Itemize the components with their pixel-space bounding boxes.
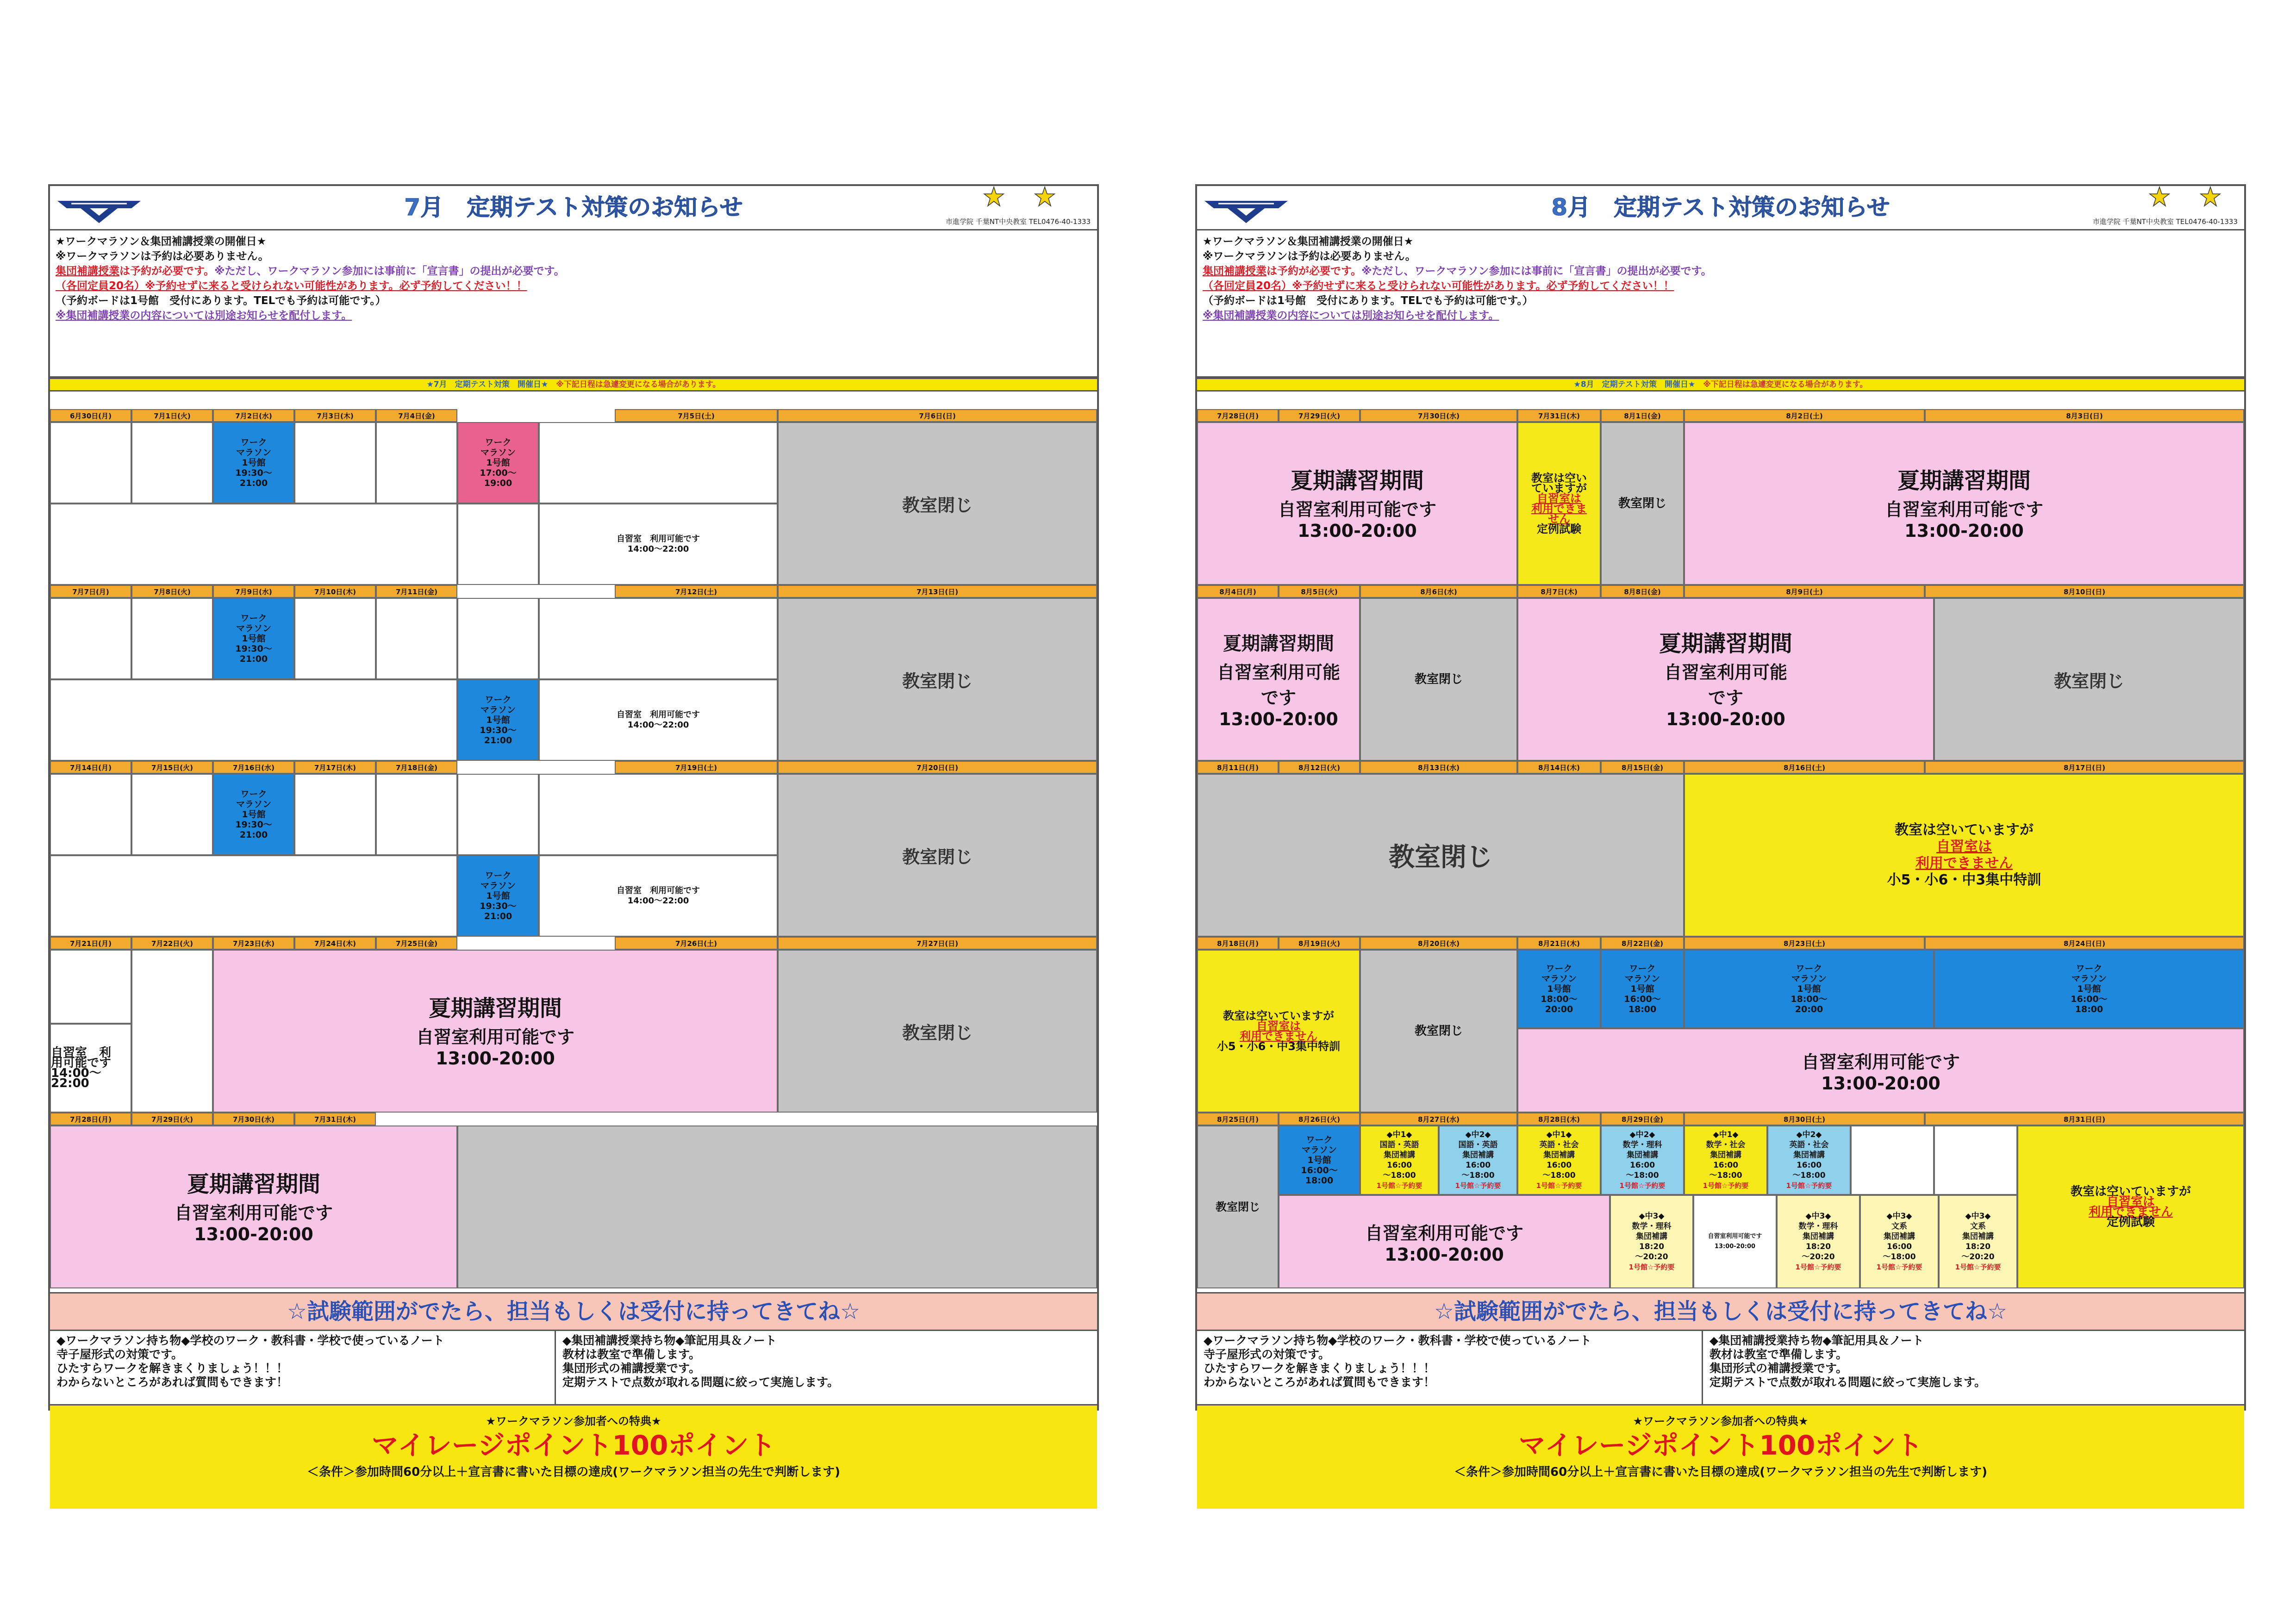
- calendar-cell: [50, 422, 131, 504]
- cell-text: 1号館☆予約要: [1455, 1181, 1501, 1190]
- calendar-cell: [131, 774, 213, 855]
- cell-text: 自習室利用可能です: [1278, 499, 1436, 520]
- cell-text: ワーク マラソン 1号館 18:00～ 20:00: [1791, 964, 1828, 1014]
- cell-text: 1号館☆予約要: [1786, 1181, 1832, 1190]
- cell-text: 自習室 利 用可能です 14:00～ 22:00: [51, 1046, 112, 1090]
- mileage-condition: ＜条件＞参加時間60分以上＋宣言書に書いた目標の達成(ワークマラソン担当の先生で判断します): [307, 1465, 840, 1479]
- date-header: 8月20日(水): [1360, 937, 1517, 950]
- date-header: 8月5日(火): [1279, 585, 1360, 598]
- date-header: 8月7日(木): [1517, 585, 1601, 598]
- calendar-cell: [376, 598, 457, 679]
- workmarathon-slot: [1684, 950, 1934, 1028]
- calendar-cell: [457, 774, 539, 855]
- cell-text: 1号館☆予約要: [1955, 1263, 2001, 1271]
- intro-line: ★ワークマラソン＆集団補講授業の開催日★: [1203, 236, 1414, 248]
- cell-text: ワーク マラソン 1号館 19:30～ 21:00: [235, 437, 272, 488]
- date-header: 7月29日(火): [131, 1113, 213, 1126]
- cell-text: ◆中2◆ 数学・理科 集団補講 16:00 ～18:00: [1622, 1130, 1662, 1180]
- date-header: 8月2日(土): [1684, 409, 1925, 422]
- cell-text: ◆中3◆ 数学・理科 集団補講 18:20 ～20:20: [1798, 1212, 1838, 1262]
- july-calendar: [50, 409, 1097, 1292]
- study-room-note: [1693, 1195, 1777, 1288]
- cell-text: 自習室利用可能です 13:00-20:00: [1708, 1233, 1762, 1250]
- cell-text: 教室は空い ていますが: [1531, 472, 1587, 495]
- closed-cell: [778, 598, 1097, 761]
- notice-title: ★7月 定期テスト対策 開催日★: [426, 380, 549, 389]
- date-header: 7月1日(火): [131, 409, 213, 422]
- date-header: 8月10日(日): [1925, 585, 2244, 598]
- date-header: 7月31日(木): [1517, 409, 1601, 422]
- date-header: 8月22日(金): [1601, 937, 1684, 950]
- intro-emph: 集団補講授業: [1203, 265, 1267, 277]
- date-header: 7月22日(火): [131, 937, 213, 950]
- cell-text: 教室閉じ: [902, 495, 973, 516]
- date-header: 8月25日(月): [1197, 1113, 1279, 1126]
- calendar-cell: [50, 598, 131, 679]
- group-lesson-belongings: ◆集団補講授業持ち物◆筆記用具＆ノート 教材は教室で準備します。 集団形式の補講授業です。 定期テストで点数が取れる問題に絞って実施します。: [1702, 1331, 2244, 1404]
- page-title: 8月 定期テスト対策のお知らせ: [1551, 194, 1890, 221]
- cell-text: ◆中1◆ 国語・英語 集団補講 16:00 ～18:00: [1379, 1130, 1419, 1180]
- cell-text: 自習室利用可能です: [1884, 499, 2043, 520]
- date-header: 7月11日(金): [376, 585, 457, 598]
- cell-text: ◆中2◆ 英語・社会 集団補講 16:00 ～18:00: [1789, 1130, 1829, 1180]
- closed-cell: [1360, 950, 1517, 1113]
- date-header: 8月21日(木): [1517, 937, 1601, 950]
- mileage-banner: [50, 1404, 1097, 1509]
- calendar-cell: [131, 950, 213, 1113]
- group-lesson-slot: [1517, 1126, 1601, 1195]
- workmarathon-slot: [213, 422, 294, 504]
- cell-text: 1号館☆予約要: [1628, 1263, 1675, 1271]
- date-header: 8月31日(日): [1925, 1113, 2244, 1126]
- date-header: 7月21日(月): [50, 937, 131, 950]
- workmarathon-slot: [457, 855, 539, 937]
- cell-text: ワーク マラソン 1号館 19:30～ 21:00: [235, 613, 272, 664]
- cell-text: 自習室は 利用できません: [1240, 1020, 1317, 1043]
- cell-text: 1号館☆予約要: [1376, 1181, 1423, 1190]
- cell-text: ◆中3◆ 文系 集団補講 18:20 ～20:20: [1961, 1212, 1995, 1262]
- cell-text: ◆中1◆ 数学・社会 集団補講 16:00 ～18:00: [1706, 1130, 1746, 1180]
- notice-note: ※下記日程は急遽変更になる場合があります。: [1703, 380, 1868, 389]
- intro-line: （各回定員20名）※予約せずに来ると受けられない可能性があります。必ず予約してください！！: [1203, 280, 1674, 292]
- date-header: 7月23日(水): [213, 937, 294, 950]
- cell-text: ◆中3◆ 文系 集団補講 16:00 ～18:00: [1883, 1212, 1916, 1262]
- calendar-cell: [131, 598, 213, 679]
- mileage-banner: [1197, 1404, 2244, 1509]
- cell-text: 1号館☆予約要: [1876, 1263, 1922, 1271]
- date-header: 7月15日(火): [131, 761, 213, 774]
- intro-line: [1203, 264, 2239, 279]
- room-notice-cell: [1517, 422, 1601, 585]
- date-header: 8月26日(火): [1279, 1113, 1360, 1126]
- date-header: 6月30日(月): [50, 409, 131, 422]
- summer-course-cell: [1517, 1028, 2244, 1113]
- summer-course-cell: [1197, 598, 1360, 761]
- intro-line: ※ワークマラソンは予約は必要ありません。: [1203, 250, 1416, 262]
- header: [1197, 186, 2244, 230]
- date-header: 7月16日(水): [213, 761, 294, 774]
- cell-text: 自習室利用可能 です: [1664, 662, 1787, 708]
- group-lesson-slot: [1684, 1126, 1767, 1195]
- study-room-note: [50, 1024, 131, 1113]
- mileage-title: ★ワークマラソン参加者への特典★: [1633, 1415, 1809, 1428]
- group-lesson-slot: [1439, 1126, 1517, 1195]
- group-lesson-slot: [1601, 1126, 1684, 1195]
- date-header: 8月13日(水): [1360, 761, 1517, 774]
- date-header: 7月4日(金): [376, 409, 457, 422]
- date-header: 8月28日(木): [1517, 1113, 1601, 1126]
- closed-cell: [1360, 598, 1517, 761]
- mascot-icon: [2200, 186, 2221, 207]
- mileage-title: ★ワークマラソン参加者への特典★: [486, 1415, 661, 1428]
- cell-text: 13:00-20:00: [1298, 520, 1417, 541]
- date-header: 7月10日(木): [294, 585, 376, 598]
- calendar-cell: [1851, 1126, 1934, 1195]
- calendar-cell: [294, 774, 376, 855]
- notice-title: ★8月 定期テスト対策 開催日★: [1573, 380, 1696, 389]
- date-header: 7月30日(水): [1360, 409, 1517, 422]
- date-header: 7月2日(水): [213, 409, 294, 422]
- date-header: 7月19日(土): [615, 761, 778, 774]
- date-header: 7月26日(土): [615, 937, 778, 950]
- mileage-points: マイレージポイント100ポイント: [1518, 1430, 1923, 1461]
- exam-range-banner: ☆試験範囲がでたら、担当もしくは受付に持ってきてね☆: [50, 1292, 1097, 1331]
- closed-cell: [1197, 774, 1684, 937]
- july-sheet: [48, 184, 1099, 1479]
- intro-emph: は予約が必要です。: [1267, 265, 1362, 277]
- date-header: 7月31日(木): [294, 1113, 376, 1126]
- cell-text: 小5・小6・中3集中特訓: [1217, 1040, 1341, 1053]
- date-header: 8月6日(水): [1360, 585, 1517, 598]
- intro-emph: 集団補講授業: [56, 265, 119, 277]
- cell-text: ワーク マラソン 1号館 18:00～ 20:00: [1541, 964, 1578, 1014]
- date-header: 8月27日(水): [1360, 1113, 1517, 1126]
- group-lesson-slot: [1610, 1195, 1693, 1288]
- cell-text: ◆中1◆ 英語・社会 集団補講 16:00 ～18:00: [1539, 1130, 1579, 1180]
- cell-text: ワーク マラソン 1号館 19:30～ 21:00: [480, 871, 517, 921]
- date-header: 8月9日(土): [1684, 585, 1925, 598]
- exam-range-banner: ☆試験範囲がでたら、担当もしくは受付に持ってきてね☆: [1197, 1292, 2244, 1331]
- date-header: 8月17日(日): [1925, 761, 2244, 774]
- cell-text: 13:00-20:00: [1904, 520, 2024, 541]
- calendar-cell: [539, 422, 778, 504]
- cell-text: 夏期講習期間: [1659, 631, 1792, 657]
- cell-text: ◆中2◆ 国語・英語 集団補講 16:00 ～18:00: [1458, 1130, 1498, 1180]
- date-header: 8月15日(金): [1601, 761, 1684, 774]
- date-header: 7月25日(金): [376, 937, 457, 950]
- cell-text: 自習室は 利用できま せん: [1531, 492, 1587, 525]
- summer-course-cell: [1517, 598, 1934, 761]
- cell-text: 13:00-20:00: [1666, 709, 1785, 729]
- calendar-cell: [50, 679, 457, 761]
- date-header: 7月20日(日): [778, 761, 1097, 774]
- cell-text: 13:00-20:00: [1821, 1073, 1940, 1094]
- date-header: 8月1日(金): [1601, 409, 1684, 422]
- notice-bar: [1197, 378, 2244, 392]
- mascot-icon: [1034, 186, 1055, 207]
- intro-line: ※集団補講授業の内容については別途お知らせを配付します。: [56, 310, 352, 322]
- intro-line: [56, 264, 1092, 279]
- mileage-condition: ＜条件＞参加時間60分以上＋宣言書に書いた目標の達成(ワークマラソン担当の先生で判断します): [1454, 1465, 1987, 1479]
- cell-text: 夏期講習期間: [187, 1171, 320, 1197]
- workmarathon-belongings: ◆ワークマラソン持ち物◆学校のワーク・教科書・学校で使っているノート 寺子屋形式の対策です。 ひたすらワークを解きまくりましょう！！！ わからないところがあれば質問もできます！: [56, 1334, 444, 1389]
- cell-text: ◆中3◆ 数学・理科 集団補講 18:20 ～20:20: [1632, 1212, 1672, 1262]
- mascot-icon: [2149, 186, 2170, 207]
- cell-text: ワーク マラソン 1号館 19:30～ 21:00: [480, 695, 517, 746]
- date-header: 8月3日(日): [1925, 409, 2244, 422]
- cell-text: 教室は空いていますが: [2070, 1185, 2191, 1199]
- cell-text: 教室閉じ: [1389, 842, 1492, 872]
- workmarathon-slot: [213, 774, 294, 855]
- date-header: 8月19日(火): [1279, 937, 1360, 950]
- notice-bar: [50, 378, 1097, 392]
- notice-note: ※下記日程は急遽変更になる場合があります。: [556, 380, 721, 389]
- group-lesson-slot: [1360, 1126, 1439, 1195]
- date-header: 7月27日(日): [778, 937, 1097, 950]
- mileage-points: マイレージポイント100ポイント: [371, 1430, 776, 1461]
- workmarathon-slot: [1934, 950, 2244, 1028]
- calendar-cell: [50, 504, 457, 585]
- calendar-cell: [376, 774, 457, 855]
- cell-text: 自習室は 利用できません: [1915, 839, 2013, 871]
- date-header: 7月28日(月): [50, 1113, 131, 1126]
- intro-text: [50, 230, 1097, 378]
- group-lesson-belongings: ◆集団補講授業持ち物◆筆記用具＆ノート 教材は教室で準備します。 集団形式の補講授業です。 定期テストで点数が取れる問題に絞って実施します。: [555, 1331, 1097, 1404]
- date-header: 8月4日(月): [1197, 585, 1279, 598]
- cell-text: 教室閉じ: [2053, 671, 2124, 691]
- closed-cell: [778, 774, 1097, 937]
- intro-line: ★ワークマラソン＆集団補講授業の開催日★: [56, 236, 267, 248]
- intro-emph: は予約が必要です。: [119, 265, 215, 277]
- date-header: 7月28日(月): [1197, 409, 1279, 422]
- calendar-cell: [457, 504, 539, 585]
- study-room-note: [539, 679, 778, 761]
- date-header: 8月24日(日): [1925, 937, 2244, 950]
- date-header: 7月5日(土): [615, 409, 778, 422]
- cell-text: 夏期講習期間: [1897, 467, 2031, 494]
- intro-line: ※集団補講授業の内容については別途お知らせを配付します。: [1203, 310, 1499, 322]
- workmarathon-belongings: ◆ワークマラソン持ち物◆学校のワーク・教科書・学校で使っているノート 寺子屋形式の対策です。 ひたすらワークを解きまくりましょう！！！ わからないところがあれば質問もできます！: [1204, 1334, 1591, 1389]
- group-lesson-slot: [1860, 1195, 1939, 1288]
- august-sheet: [1195, 184, 2246, 1479]
- date-header: 8月23日(土): [1684, 937, 1925, 950]
- cell-text: 1号館☆予約要: [1536, 1181, 1582, 1190]
- study-room-note: [539, 855, 778, 937]
- cell-text: 定例試験: [1537, 522, 1581, 535]
- cell-text: 教室は空いていますが: [1223, 1009, 1334, 1022]
- intro-text: [1197, 230, 2244, 378]
- calendar-cell: [1934, 1126, 2017, 1195]
- calendar-cell: [50, 774, 131, 855]
- intro-note: ※ただし、ワークマラソン参加には事前に「宣言書」の提出が必要です。: [1361, 265, 1712, 277]
- intro-line: （各回定員20名）※予約せずに来ると受けられない可能性があります。必ず予約してください！！: [56, 280, 527, 292]
- date-header: 8月12日(火): [1279, 761, 1360, 774]
- cell-text: 1号館☆予約要: [1619, 1181, 1666, 1190]
- group-lesson-slot: [1777, 1195, 1860, 1288]
- calendar-cell: [131, 422, 213, 504]
- calendar-cell: [539, 774, 778, 855]
- intro-line: ※ワークマラソンは予約は必要ありません。: [56, 250, 269, 262]
- date-header: 8月30日(土): [1684, 1113, 1925, 1126]
- date-header: 8月29日(金): [1601, 1113, 1684, 1126]
- cell-text: 自習室利用可能です: [1801, 1051, 1960, 1072]
- school-contact: 市進学院 千葉NT中央教室 TEL0476-40-1333: [945, 218, 1091, 226]
- group-lesson-slot: [1939, 1195, 2017, 1288]
- closed-cell: [778, 950, 1097, 1113]
- summer-course-cell: [1684, 422, 2244, 585]
- summer-course-cell: [1197, 422, 1517, 585]
- cell-text: 教室閉じ: [1414, 1024, 1463, 1038]
- mascot-icon: [983, 186, 1004, 207]
- cell-text: 教室閉じ: [1618, 497, 1666, 510]
- cell-text: 自習室 利用可能です 14:00～22:00: [617, 886, 700, 906]
- summer-course-cell: [213, 950, 778, 1113]
- cell-text: 自習室 利用可能です 14:00～22:00: [617, 710, 700, 730]
- calendar-cell: [294, 422, 376, 504]
- cell-text: 自習室利用可能です: [1365, 1223, 1523, 1244]
- workmarathon-slot: [1279, 1126, 1360, 1195]
- cell-text: ワーク マラソン 1号館 19:30～ 21:00: [235, 789, 272, 840]
- group-lesson-slot: [1767, 1126, 1851, 1195]
- workmarathon-slot: [213, 598, 294, 679]
- calendar-cell: [539, 598, 778, 679]
- cell-text: ワーク マラソン 1号館 16:00～ 18:00: [1624, 964, 1661, 1014]
- cell-text: 夏期講習期間: [1223, 633, 1334, 654]
- date-header: 7月30日(水): [213, 1113, 294, 1126]
- date-header: 7月7日(月): [50, 585, 131, 598]
- cell-text: ワーク マラソン 1号館 17:00～ 19:00: [480, 437, 517, 488]
- page-title: 7月 定期テスト対策のお知らせ: [404, 194, 743, 221]
- cell-text: 13:00-20:00: [194, 1224, 313, 1244]
- school-contact: 市進学院 千葉NT中央教室 TEL0476-40-1333: [2092, 218, 2238, 226]
- cell-text: ワーク マラソン 1号館 16:00～ 18:00: [1301, 1135, 1338, 1186]
- cell-text: 13:00-20:00: [436, 1048, 555, 1069]
- date-header: 7月6日(日): [778, 409, 1097, 422]
- calendar-cell: [457, 598, 539, 679]
- date-header: 7月24日(木): [294, 937, 376, 950]
- cell-text: 13:00-20:00: [1219, 709, 1338, 729]
- cell-text: 自習室利用可能 です: [1217, 662, 1340, 708]
- room-notice-cell: [1684, 774, 2244, 937]
- calendar-cell: [50, 855, 457, 937]
- cell-text: 1号館☆予約要: [1703, 1181, 1749, 1190]
- closed-cell: [1934, 598, 2244, 761]
- cell-text: 13:00-20:00: [1385, 1244, 1504, 1265]
- calendar-cell: [376, 422, 457, 504]
- cell-text: 自習室利用可能です: [416, 1026, 574, 1047]
- belongings: [1197, 1331, 2244, 1404]
- intro-line: （予約ボードは1号館 受付にあります。TELでも予約は可能です。）: [1203, 295, 1533, 307]
- workmarathon-slot: [1517, 950, 1601, 1028]
- room-notice-cell: [2017, 1126, 2244, 1288]
- date-header: 8月18日(月): [1197, 937, 1279, 950]
- workmarathon-slot: [457, 679, 539, 761]
- date-header: 7月18日(金): [376, 761, 457, 774]
- cell-text: 教室閉じ: [1216, 1200, 1260, 1213]
- date-header: 7月13日(日): [778, 585, 1097, 598]
- belongings: [50, 1331, 1097, 1404]
- cell-text: 教室閉じ: [902, 671, 973, 691]
- cell-text: 夏期講習期間: [428, 995, 562, 1021]
- workmarathon-slot: [1601, 950, 1684, 1028]
- date-header: 7月3日(木): [294, 409, 376, 422]
- closed-cell: [1601, 422, 1684, 585]
- cell-text: 自習室 利用可能です 14:00～22:00: [617, 534, 700, 554]
- intro-line: （予約ボードは1号館 受付にあります。TELでも予約は可能です。）: [56, 295, 386, 307]
- cell-text: 教室閉じ: [902, 846, 973, 867]
- calendar-cell: [294, 598, 376, 679]
- date-header: 8月14日(木): [1517, 761, 1601, 774]
- cell-text: 教室閉じ: [1414, 672, 1463, 686]
- date-header: 7月9日(水): [213, 585, 294, 598]
- cell-text: ワーク マラソン 1号館 16:00～ 18:00: [2071, 964, 2108, 1014]
- cell-text: 夏期講習期間: [1290, 467, 1424, 494]
- cell-text: 自習室は 利用できません: [2088, 1195, 2173, 1219]
- date-header: 7月14日(月): [50, 761, 131, 774]
- intro-note: ※ただし、ワークマラソン参加には事前に「宣言書」の提出が必要です。: [214, 265, 565, 277]
- summer-course-cell: [1279, 1195, 1610, 1288]
- closed-cell: [1197, 1126, 1279, 1288]
- header: [50, 186, 1097, 230]
- date-header: 8月11日(月): [1197, 761, 1279, 774]
- august-calendar: [1197, 409, 2244, 1292]
- cell-text: 小5・小6・中3集中特訓: [1887, 872, 2041, 888]
- room-notice-cell: [1197, 950, 1360, 1113]
- blank-cell: [457, 1126, 1097, 1288]
- closed-cell: [778, 422, 1097, 585]
- date-header: 7月8日(火): [131, 585, 213, 598]
- date-header: 7月12日(土): [615, 585, 778, 598]
- date-header: 7月17日(木): [294, 761, 376, 774]
- cell-text: 1号館☆予約要: [1795, 1263, 1841, 1271]
- cell-text: 定例試験: [2106, 1215, 2155, 1229]
- study-room-note: [539, 504, 778, 585]
- cell-text: 教室閉じ: [902, 1022, 973, 1043]
- summer-course-cell: [50, 1126, 457, 1288]
- date-header: 8月8日(金): [1601, 585, 1684, 598]
- date-header: 8月16日(土): [1684, 761, 1925, 774]
- workmarathon-slot: [457, 422, 539, 504]
- calendar-cell: [50, 950, 131, 1024]
- cell-text: 教室は空いていますが: [1895, 822, 2034, 838]
- cell-text: 自習室利用可能です: [174, 1202, 333, 1223]
- date-header: 7月29日(火): [1279, 409, 1360, 422]
